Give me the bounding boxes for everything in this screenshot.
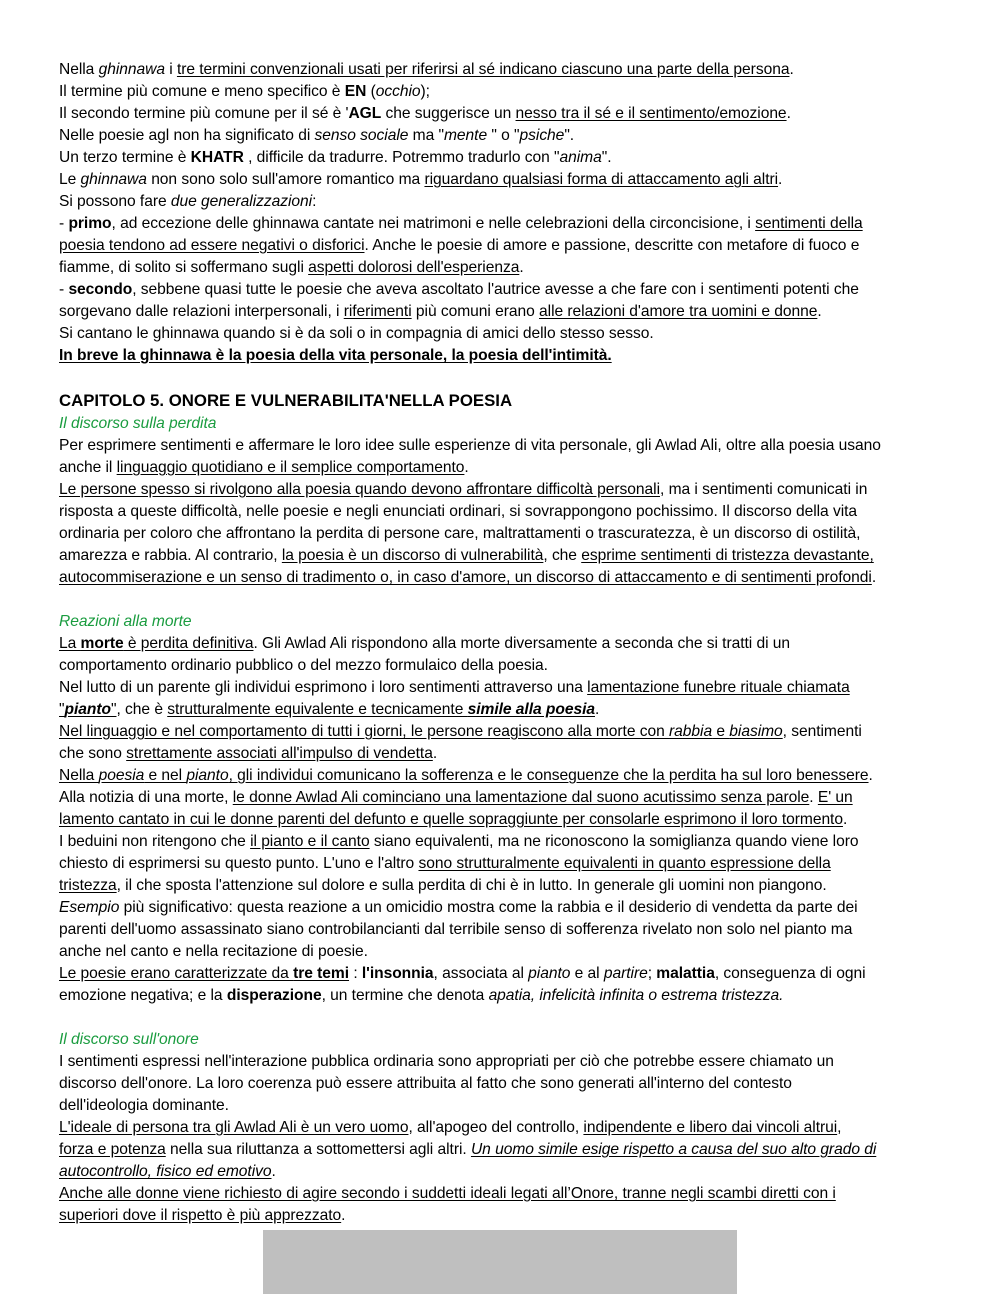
text-run: il pianto e il canto: [250, 833, 370, 850]
text-run: Nelle poesie agl non ha significato di: [59, 127, 315, 144]
text-run: ma ": [408, 127, 444, 144]
text-run: rabbia: [669, 723, 713, 740]
text-line: [59, 191, 944, 213]
text-run: AGL: [348, 105, 382, 122]
text-run: comportamento ordinario pubblico o del mezzo formulaico della poesia.: [59, 657, 548, 674]
text-run: riferimenti: [343, 303, 412, 320]
text-run: riguardano qualsiasi forma di attaccamento agli altri: [424, 171, 779, 188]
text-run: In breve la ghinnawa è la poesia della vita personale, la poesia dell'intimità.: [59, 347, 612, 364]
text-line: [59, 875, 944, 897]
text-run: ghinnawa: [98, 61, 165, 78]
text-run: Alla notizia di una morte,: [59, 789, 233, 806]
text-run: strutturalmente equivalente e tecnicamente: [167, 701, 468, 718]
text-run: fiamme, di solito si soffermano sugli: [59, 259, 309, 276]
text-line: [59, 1205, 944, 1227]
text-run: amarezza e rabbia. Al contrario,: [59, 547, 282, 564]
text-run: .: [809, 789, 818, 806]
text-run: , conseguenza di ogni: [714, 965, 866, 982]
text-run: nesso tra il sé e il sentimento/emozione: [515, 105, 787, 122]
text-run: .: [464, 459, 469, 476]
text-run: la poesia è un discorso di vulnerabilità: [281, 547, 544, 564]
text-line: [59, 743, 944, 765]
text-run: e al: [570, 965, 604, 982]
text-run: l'insonnia: [361, 965, 434, 982]
text-run: , che: [543, 547, 582, 564]
text-run: primo: [68, 215, 112, 232]
text-run: lamentazione funebre rituale chiamata: [587, 679, 850, 696]
text-run: Un uomo simile esige rispetto a causa del suo alto grado di: [470, 1141, 877, 1158]
text-run: ".: [601, 149, 612, 166]
text-run: simile alla poesia: [467, 701, 595, 718]
text-run: .: [868, 767, 873, 784]
text-line: [59, 633, 944, 655]
text-line: [59, 919, 944, 941]
text-run: risposta a queste difficoltà, nelle poesie e negli enunciati ordinari, si sovrappongono pochissimo. Il discorso della vita: [59, 503, 858, 520]
text-run: ;: [647, 965, 657, 982]
text-run: Nel linguaggio e nel comportamento di tutti i giorni, le persone reagiscono alla morte con: [59, 723, 670, 740]
text-run: secondo: [68, 281, 133, 298]
text-run: discorso dell'onore. La loro coerenza può essere attribuita al fatto che sono generati all'interno del contesto: [59, 1075, 792, 1092]
text-run: anima: [559, 149, 602, 166]
text-run: biasimo: [729, 723, 783, 740]
text-run: esprime sentimenti di tristezza devastante,: [581, 547, 874, 564]
text-run: );: [420, 83, 430, 100]
text-run: .: [271, 1163, 276, 1180]
section-loss: [59, 435, 944, 589]
text-line: [59, 479, 944, 501]
text-run: disperazione: [226, 987, 322, 1004]
text-run: Per esprimere sentimenti e affermare le loro idee sulle esperienze di vita personale, gli Awlad Ali, oltre alla poesia usano: [59, 437, 881, 454]
section-heading-death: Reazioni alla morte: [59, 613, 192, 630]
text-line: [59, 765, 944, 787]
text-run: non sono solo sull'amore romantico ma: [146, 171, 425, 188]
text-run: -: [59, 281, 69, 298]
text-line: [59, 457, 944, 479]
text-run: nella sua riluttanza a sottomettersi agli altri.: [165, 1141, 471, 1158]
text-run: sono strutturalmente equivalenti in quanto espressione della: [418, 855, 831, 872]
text-run: .: [595, 701, 600, 718]
text-run: occhio: [375, 83, 421, 100]
text-run: dell'ideologia dominante.: [59, 1097, 229, 1114]
text-run: :: [349, 965, 362, 982]
text-run: le donne Awlad Ali cominciano una lamentazione dal suono acutissimo senza parole: [232, 789, 810, 806]
text-run: .: [871, 569, 877, 586]
text-line: [59, 655, 944, 677]
document-page: [59, 59, 944, 1227]
text-run: malattia: [656, 965, 715, 982]
text-line: [59, 235, 944, 257]
text-run: EN: [344, 83, 367, 100]
text-line: [59, 787, 944, 809]
section-heading-honor: Il discorso sull'onore: [59, 1031, 199, 1048]
text-run: sentimenti della: [755, 215, 863, 232]
text-run: " o ": [487, 127, 520, 144]
section-honor: [59, 1051, 944, 1227]
text-run: forza e potenza: [59, 1141, 166, 1158]
text-run: .: [789, 61, 794, 78]
text-run: anche il: [59, 459, 117, 476]
text-line: [59, 1139, 944, 1161]
text-run: ordinaria per coloro che affrontano la perdita di persone care, maltrattamenti o trascuratezza, è un discorso di ostilità,: [59, 525, 861, 542]
text-line: [59, 1161, 944, 1183]
text-run: Le persone spesso si rivolgono alla poesia quando devono affrontare difficoltà personali: [59, 481, 660, 498]
text-run: Le: [59, 171, 81, 188]
text-line: [59, 699, 944, 721]
text-run: autocontrollo, fisico ed emotivo: [59, 1163, 272, 1180]
text-run: pianto: [528, 965, 571, 982]
text-run: che sono: [59, 745, 127, 762]
text-run: Esempio: [59, 899, 120, 916]
text-run: tre termini convenzionali usati per riferirsi al sé indicano ciascuno una parte della persona: [176, 61, 790, 78]
text-run: Si cantano le ghinnawa quando si è da soli o in compagnia di amici dello stesso sesso.: [59, 325, 654, 342]
text-run: poesia: [98, 767, 145, 784]
text-run: tristezza: [59, 877, 117, 894]
text-line: [59, 301, 944, 323]
text-run: morte: [80, 635, 124, 652]
text-run: Nel lutto di un parente gli individui esprimono i loro sentimenti attraverso una: [59, 679, 588, 696]
text-run: , ad eccezione delle ghinnawa cantate nei matrimoni e nelle celebrazioni della circoncisione, i: [111, 215, 756, 232]
text-run: I beduini non ritengono che: [59, 833, 251, 850]
text-run: Nella: [59, 767, 99, 784]
text-run: tre temi: [293, 965, 350, 982]
text-run: indipendente e libero dai vincoli altrui: [583, 1119, 838, 1136]
text-run: aspetti dolorosi dell'esperienza: [308, 259, 520, 276]
text-run: E' un: [817, 789, 853, 806]
text-run: , gli individui comunicano la sofferenza e le conseguenze che la perdita ha sul loro benessere: [228, 767, 869, 784]
text-run: poesia tendono ad essere negativi o disforici: [59, 237, 365, 254]
text-run: , ma i sentimenti comunicati in: [660, 481, 868, 498]
text-line: [59, 677, 944, 699]
text-run: mente: [443, 127, 488, 144]
text-run: . Gli Awlad Ali rispondono alla morte diversamente a seconda che si tratti di un: [253, 635, 791, 652]
text-line: [59, 1051, 944, 1073]
page-footer-bar: [263, 1230, 737, 1294]
text-run: alle relazioni d'amore tra uomini e donne: [539, 303, 818, 320]
text-line: [59, 897, 944, 919]
text-line: [59, 809, 944, 831]
section-ghinnawa: [59, 59, 944, 367]
text-line: [59, 853, 944, 875]
text-run: pianto: [64, 701, 111, 718]
text-run: ": [110, 701, 117, 718]
text-line: [59, 213, 944, 235]
text-run: che suggerisce un: [381, 105, 516, 122]
text-line: [59, 567, 944, 589]
text-run: e: [712, 723, 730, 740]
text-run: Il termine più comune e meno specifico è: [59, 83, 345, 100]
text-run: strettamente associati all'impulso di vendetta: [126, 745, 433, 762]
text-run: .: [817, 303, 822, 320]
text-line: [59, 1073, 944, 1095]
text-run: , che è: [116, 701, 168, 718]
text-line: [59, 279, 944, 301]
text-run: apatia, infelicità infinita o estrema tristezza.: [488, 987, 784, 1004]
text-run: Si possono fare: [59, 193, 171, 210]
text-line: [59, 103, 944, 125]
text-run: partire: [603, 965, 648, 982]
chapter-title: CAPITOLO 5. ONORE E VULNERABILITA'NELLA POESIA: [59, 391, 513, 410]
text-run: :: [312, 193, 317, 210]
text-run: .: [341, 1207, 346, 1224]
text-run: Il secondo termine più comune per il sé è ': [59, 105, 349, 122]
text-run: lamento cantato in cui le donne parenti del defunto e quelle sopraggiunte per consolarle esprimono il loro tormento: [59, 811, 843, 828]
text-run: Anche alle donne viene richiesto di agire secondo i suddetti ideali legati all’Onore, tranne negli scambi diretti con i: [59, 1185, 836, 1202]
text-run: , sebbene quasi tutte le poesie che aveva ascoltato l'autrice avesse a che fare con i sentimenti potenti che: [132, 281, 859, 298]
text-run: i: [164, 61, 177, 78]
text-run: parenti dell'uomo assassinato siano controbilancianti dal terribile senso di sofferenza rivelato non solo nel pianto ma: [59, 921, 853, 938]
text-run: .: [842, 811, 848, 828]
section-heading-loss: Il discorso sulla perdita: [59, 415, 217, 432]
text-line: [59, 941, 944, 963]
text-run: KHATR: [190, 149, 244, 166]
text-run: I sentimenti espressi nell'interazione pubblica ordinaria sono appropriati per ciò che potrebbe essere chiamato un: [59, 1053, 834, 1070]
text-line: [59, 1183, 944, 1205]
text-run: , il che sposta l'attenzione sul dolore e sulla perdita di chi è in lutto. In generale gli uomini non piangono.: [116, 877, 827, 894]
text-run: ,: [837, 1119, 842, 1136]
text-run: .: [432, 745, 438, 762]
text-run: ": [59, 701, 65, 718]
text-line: [59, 435, 944, 457]
text-run: , associata al: [433, 965, 529, 982]
text-run: superiori dove il rispetto è più apprezzato: [59, 1207, 342, 1224]
text-run: L'ideale di persona tra gli Awlad Ali è un vero uomo: [59, 1119, 409, 1136]
text-run: due generalizzazioni: [170, 193, 313, 210]
text-line: [59, 963, 944, 985]
text-run: pianto: [186, 767, 229, 784]
summary-line: [59, 345, 944, 367]
text-line: [59, 257, 944, 279]
text-run: più comuni erano: [411, 303, 540, 320]
text-run: Le poesie erano caratterizzate da: [59, 965, 294, 982]
text-run: -: [59, 215, 69, 232]
text-line: [59, 831, 944, 853]
text-run: più significativo: questa reazione a un omicidio mostra come la rabbia e il desiderio di vendetta da parte dei: [119, 899, 858, 916]
text-line: [59, 81, 944, 103]
text-run: autocommiserazione e un senso di tradimento o, in caso d'amore, un discorso di attaccamento e di sentimenti profondi: [59, 569, 872, 586]
text-run: , sentimenti: [782, 723, 862, 740]
text-run: e nel: [144, 767, 187, 784]
section-death: [59, 633, 944, 1007]
text-run: Nella: [59, 61, 99, 78]
text-run: ghinnawa: [80, 171, 147, 188]
text-run: linguaggio quotidiano e il semplice comportamento: [116, 459, 465, 476]
text-line: [59, 545, 944, 567]
text-line: [59, 523, 944, 545]
text-run: senso sociale: [314, 127, 409, 144]
text-run: chiesto di esprimersi su questo punto. L'uno e l'altro: [59, 855, 419, 872]
text-run: , difficile da tradurre. Potremmo tradurlo con ": [243, 149, 560, 166]
text-line: [59, 169, 944, 191]
text-line: [59, 1117, 944, 1139]
text-run: .: [786, 105, 791, 122]
text-line: [59, 1095, 944, 1117]
text-line: [59, 147, 944, 169]
text-run: La: [59, 635, 81, 652]
text-line: [59, 985, 944, 1007]
text-run: siano equivalenti, ma ne riconoscono la somiglianza quando viene loro: [369, 833, 859, 850]
text-run: sorgevano dalle relazioni interpersonali, i: [59, 303, 344, 320]
text-run: ".: [564, 127, 575, 144]
text-run: .: [519, 259, 524, 276]
text-line: [59, 125, 944, 147]
text-run: Un terzo termine è: [59, 149, 191, 166]
text-run: psiche: [519, 127, 565, 144]
text-line: [59, 721, 944, 743]
text-run: . Anche le poesie di amore e passione, descritte con metafore di fuoco e: [364, 237, 860, 254]
text-line: [59, 501, 944, 523]
text-run: è perdita definitiva: [123, 635, 254, 652]
text-run: (: [366, 83, 376, 100]
text-line: [59, 59, 944, 81]
text-run: anche nel canto e nella recitazione di poesie.: [59, 943, 368, 960]
text-run: , all'apogeo del controllo,: [408, 1119, 584, 1136]
text-run: .: [778, 171, 783, 188]
text-run: emozione negativa; e la: [59, 987, 227, 1004]
text-line: [59, 323, 944, 345]
text-run: , un termine che denota: [321, 987, 489, 1004]
